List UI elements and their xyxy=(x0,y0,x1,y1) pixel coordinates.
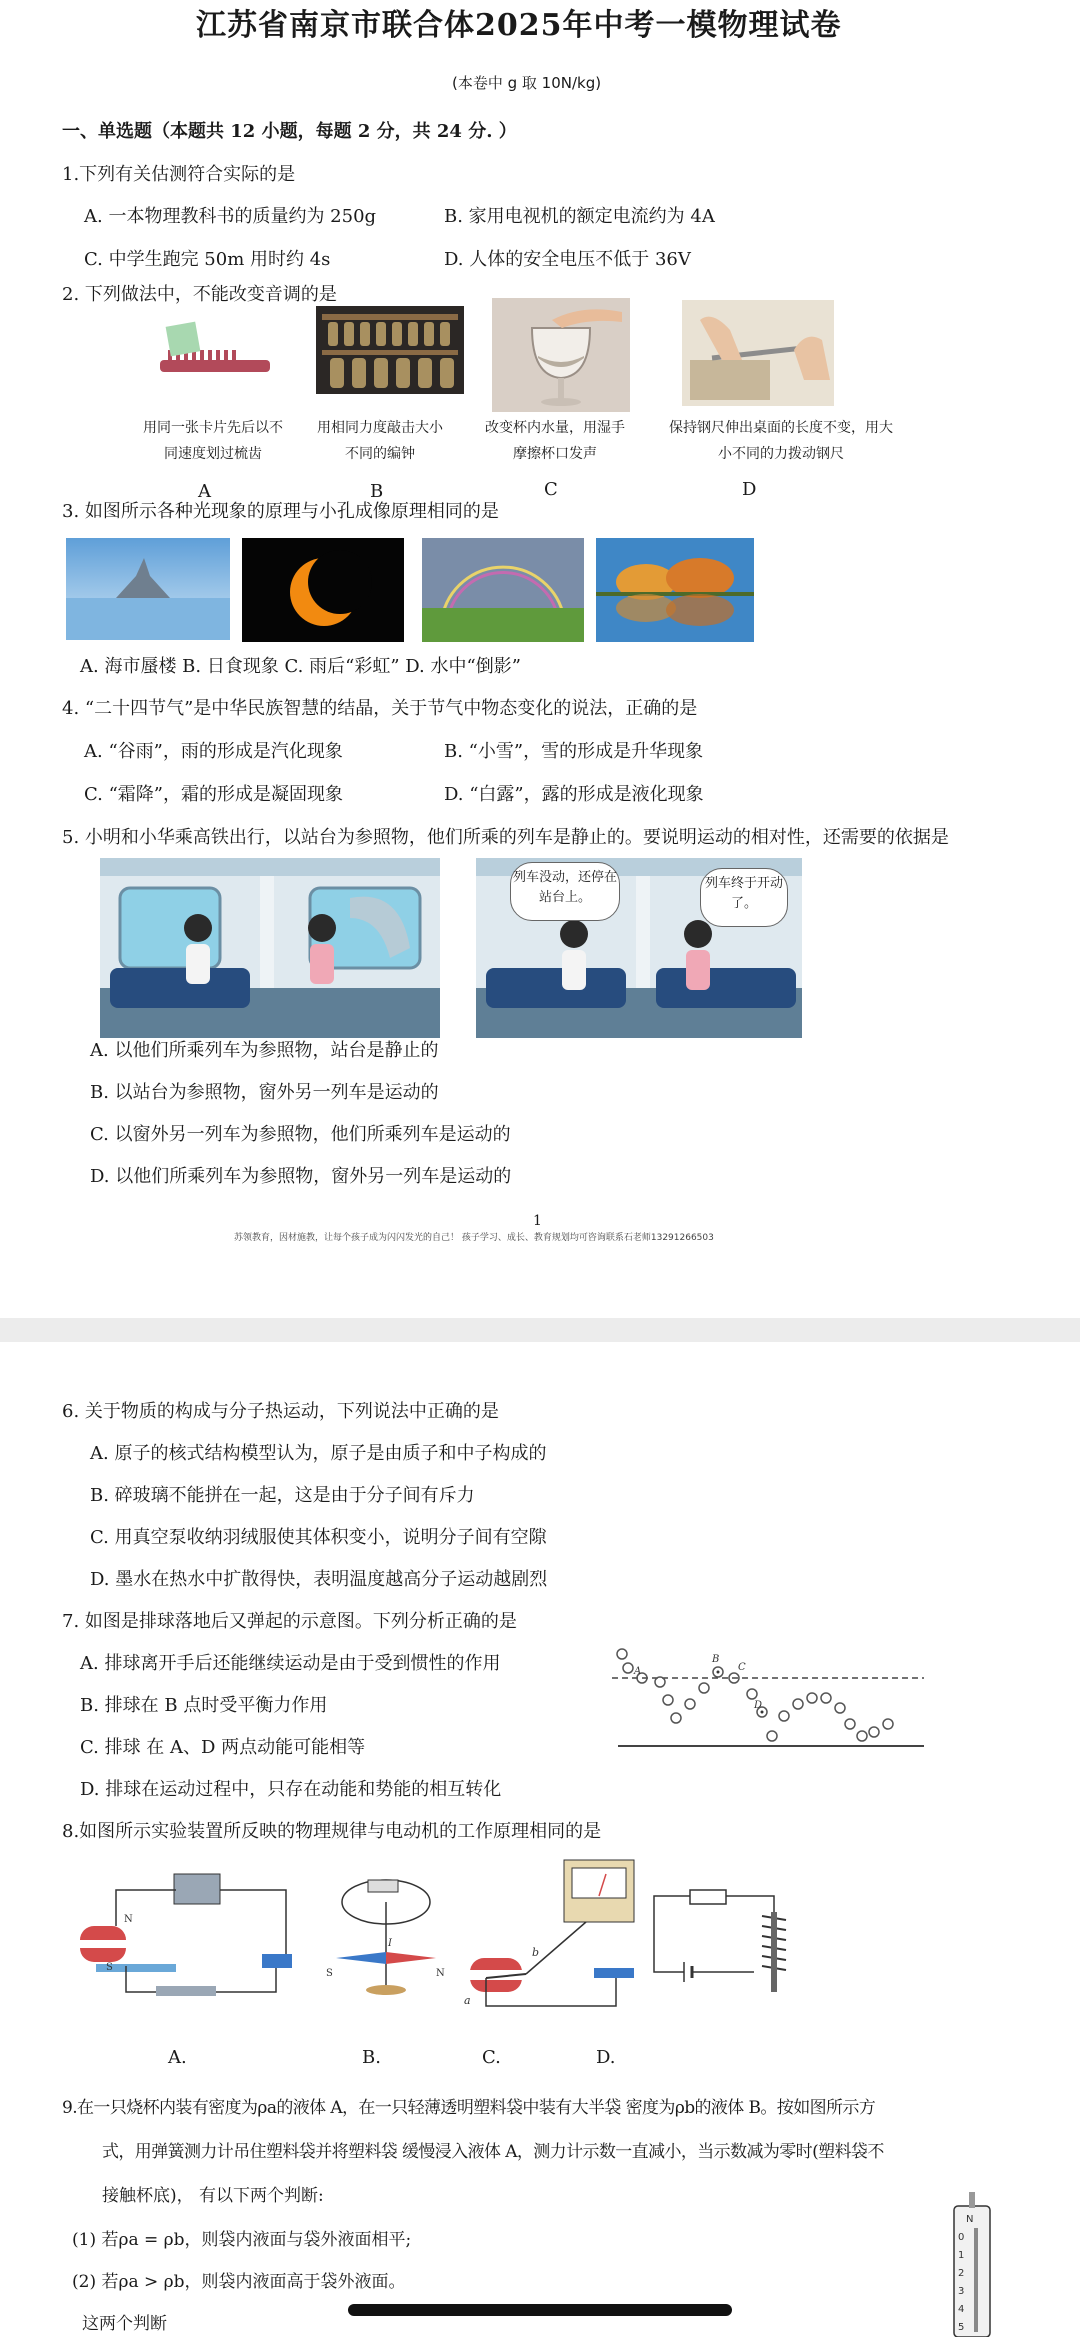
q1-stem: 1.下列有关估测符合实际的是 xyxy=(62,164,296,185)
wine-glass-image xyxy=(492,298,630,412)
circuit-a-image xyxy=(66,1866,316,2016)
point-b-label: B xyxy=(712,1654,720,1665)
q8-letter-d: D. xyxy=(596,2047,616,2068)
q5-stem: 5. 小明和小华乘高铁出行，以站台为参照物，他们所乘的列车是静止的。要说明运动的相对性，还需要的依据是 xyxy=(62,827,949,848)
q9-line-1: 9.在一只烧杯内装有密度为ρa的液体 A，在一只轻薄透明塑料袋中装有大半袋 密度为ρb的液体 B。按如图所示方 xyxy=(62,2098,876,2118)
solar-eclipse-image xyxy=(242,538,404,642)
q2-stem: 2. 下列做法中，不能改变音调的是 xyxy=(62,284,337,305)
q2-letter-d: D xyxy=(742,479,757,500)
q2-caption-c: 改变杯内水量，用湿手摩擦杯口发声 xyxy=(485,420,625,462)
q9-line-3: 接触杯底)， 有以下两个判断: xyxy=(102,2186,324,2206)
q5-option-d: D. 以他们所乘列车为参照物，窗外另一列车是运动的 xyxy=(90,1166,512,1187)
exam-subtitle: (本卷中 g 取 10N/kg) xyxy=(452,74,602,92)
rainbow-image xyxy=(422,538,584,642)
q4-stem: 4. “二十四节气”是中华民族智慧的结晶，关于节气中物态变化的说法，正确的是 xyxy=(62,698,698,719)
q7-option-b: B. 排球在 B 点时受平衡力作用 xyxy=(80,1695,328,1716)
water-reflection-image xyxy=(596,538,754,642)
q8-letter-c: C. xyxy=(482,2047,501,2068)
scale-tick-5: 5 xyxy=(958,2322,965,2333)
speech-bubble-1: 列车没动，还停在站台上。 xyxy=(510,862,620,921)
bianzhong-bells-image xyxy=(316,306,464,394)
steel-ruler-image xyxy=(682,300,834,406)
q5-option-c: C. 以窗外另一列车为参照物，他们所乘列车是运动的 xyxy=(90,1124,511,1145)
current-i-label: I xyxy=(388,1938,392,1949)
compass-s-label: S xyxy=(326,1968,333,1979)
q2-caption-d: 保持钢尺伸出桌面的长度不变，用大小不同的力拨动钢尺 xyxy=(669,420,893,462)
comb-card-image xyxy=(150,320,280,390)
scale-tick-2: 2 xyxy=(958,2268,965,2279)
q1-option-d: D. 人体的安全电压不低于 36V xyxy=(444,249,691,270)
q7-option-d: D. 排球在运动过程中，只存在动能和势能的相互转化 xyxy=(80,1779,502,1800)
compass-needle-image xyxy=(316,1866,456,2016)
q6-option-d: D. 墨水在热水中扩散得快，表明温度越高分子运动越剧烈 xyxy=(90,1569,548,1590)
scale-tick-0: 0 xyxy=(958,2232,965,2243)
q7-option-c: C. 排球 在 A、D 两点动能可能相等 xyxy=(80,1737,366,1758)
q3-stem: 3. 如图所示各种光现象的原理与小孔成像原理相同的是 xyxy=(62,501,499,522)
q9-judgement-1: (1) 若ρa = ρb，则袋内液面与袋外液面相平; xyxy=(72,2230,412,2250)
volleyball-bounce-diagram xyxy=(604,1642,930,1772)
q6-option-a: A. 原子的核式结构模型认为，原子是由质子和中子构成的 xyxy=(90,1443,547,1464)
q9-line-2: 式，用弹簧测力计吊住塑料袋并将塑料袋 缓慢浸入液体 A，测力计示数一直减小，当示数减为零时(塑料袋不 xyxy=(102,2142,884,2162)
scale-tick-4: 4 xyxy=(958,2304,965,2315)
q4-option-c: C. “霜降”，霜的形成是凝固现象 xyxy=(84,784,343,805)
q7-stem: 7. 如图是排球落地后又弹起的示意图。下列分析正确的是 xyxy=(62,1611,517,1632)
q2-letter-a: A xyxy=(198,481,211,502)
q4-option-a: A. “谷雨”，雨的形成是汽化现象 xyxy=(84,741,343,762)
spring-scale-image xyxy=(952,2188,992,2337)
q6-option-b: B. 碎玻璃不能拼在一起，这是由于分子间有斥力 xyxy=(90,1485,475,1506)
exam-page-2 xyxy=(0,1342,1080,2337)
q5-option-a: A. 以他们所乘列车为参照物，站台是静止的 xyxy=(90,1040,439,1061)
compass-n-label: N xyxy=(436,1968,445,1979)
electromagnet-image xyxy=(644,1876,804,2006)
q4-option-b: B. “小雪”，雪的形成是升华现象 xyxy=(444,741,704,762)
q8-letter-b: B. xyxy=(362,2047,381,2068)
q2-caption-b: 用相同力度敲击大小不同的编钟 xyxy=(317,420,443,462)
scale-tick-1: 1 xyxy=(958,2250,965,2261)
point-c-label: C xyxy=(738,1662,746,1673)
q2-caption-a: 用同一张卡片先后以不同速度划过梳齿 xyxy=(143,420,283,462)
q5-option-b: B. 以站台为参照物，窗外另一列车是运动的 xyxy=(90,1082,439,1103)
point-d-label: D xyxy=(754,1700,763,1711)
scale-tick-3: 3 xyxy=(958,2286,965,2297)
q2-letter-b: B xyxy=(370,481,384,502)
section-heading: 一、单选题（本题共 12 小题，每题 2 分，共 24 分. ） xyxy=(62,121,517,142)
q8-letter-a: A. xyxy=(168,2047,187,2068)
wire-a-label: a xyxy=(464,1994,471,2007)
q1-option-a: A. 一本物理教科书的质量约为 250g xyxy=(84,206,377,227)
mirage-image xyxy=(66,538,230,640)
q4-option-d: D. “白露”，露的形成是液化现象 xyxy=(444,784,704,805)
wire-b-label: b xyxy=(532,1946,540,1959)
q8-stem: 8.如图所示实验装置所反映的物理规律与电动机的工作原理相同的是 xyxy=(62,1821,602,1842)
pole-s-label: S xyxy=(106,1962,113,1973)
point-a-label: A xyxy=(634,1666,642,1677)
speech-bubble-2: 列车终于开动了。 xyxy=(700,868,788,927)
galvanometer-image xyxy=(456,1856,644,2020)
q6-stem: 6. 关于物质的构成与分子热运动，下列说法中正确的是 xyxy=(62,1401,499,1422)
exam-title: 江苏省南京市联合体2025年中考一模物理试卷 xyxy=(196,8,842,43)
pole-n-label: N xyxy=(124,1914,133,1925)
q6-option-c: C. 用真空泵收纳羽绒服使其体积变小，说明分子间有空隙 xyxy=(90,1527,547,1548)
home-indicator[interactable] xyxy=(348,2304,732,2316)
scale-unit-label: N xyxy=(966,2214,974,2225)
q7-option-a: A. 排球离开手后还能继续运动是由于受到惯性的作用 xyxy=(80,1653,501,1674)
q1-option-b: B. 家用电视机的额定电流约为 4A xyxy=(444,206,715,227)
q3-options: A. 海市蜃楼 B. 日食现象 C. 雨后“彩虹” D. 水中“倒影” xyxy=(80,656,521,677)
q9-tail: 这两个判断 xyxy=(82,2314,167,2334)
q1-option-c: C. 中学生跑完 50m 用时约 4s xyxy=(84,249,331,270)
train-illustration-left xyxy=(100,858,440,1038)
q9-judgement-2: (2) 若ρa > ρb，则袋内液面高于袋外液面。 xyxy=(72,2272,406,2292)
page-number: 1 xyxy=(533,1213,542,1229)
q2-letter-c: C xyxy=(544,479,558,500)
page-footer: 苏领教育，因材施教，让每个孩子成为闪闪发光的自己！ 孩子学习、成长、教育规划均可咨询联系石老师13291266503 xyxy=(234,1233,714,1243)
